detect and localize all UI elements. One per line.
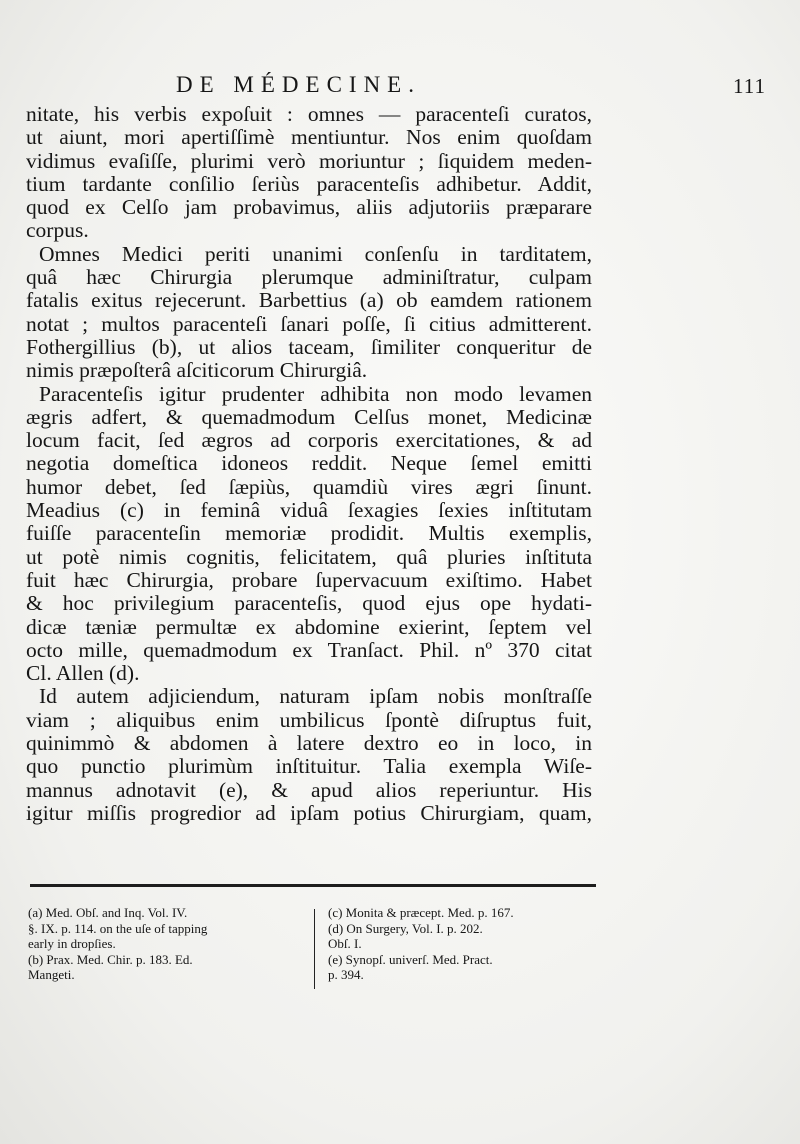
text-line: tium tardante conſilio ſeriùs paracenteſis adhibetur. Addit, — [26, 171, 592, 196]
footnote-line: early in dropſies. — [28, 936, 116, 951]
footnote-line: Mangeti. — [28, 967, 75, 982]
footnote-line: Obſ. I. — [328, 936, 362, 951]
footnote-line: p. 394. — [328, 967, 364, 982]
text-line: Paracenteſis igitur prudenter adhibita non modo levamen — [39, 381, 592, 406]
text-line: quod ex Celſo jam probavimus, aliis adjutoriis præparare — [26, 195, 592, 220]
text-line: ægris adfert, & quemadmodum Celſus monet, Medicinæ — [26, 404, 592, 429]
text-line: & hoc privilegium paracenteſis, quod ejus ope hydati- — [26, 591, 592, 616]
footnote-line: (d) On Surgery, Vol. I. p. 202. — [328, 920, 483, 936]
text-line: quâ hæc Chirurgia plerumque adminiſtratur, culpam — [26, 265, 592, 290]
footnote-separator-rule — [30, 884, 596, 887]
text-line: nitate, his verbis expoſuit : omnes — paracenteſi curatos, — [26, 102, 592, 126]
text-line: fuit hæc Chirurgia, probare ſupervacuum exiſtimo. Habet — [26, 567, 592, 592]
footnote-column-divider — [314, 909, 315, 989]
text-line: quinimmò & abdomen à latere dextro eo in loco, in — [26, 731, 592, 756]
footnote-line: (e) Synopſ. univerſ. Med. Pract. — [328, 951, 493, 967]
text-line: Fothergillius (b), ut alios taceam, ſimiliter conqueritur de — [26, 334, 592, 359]
text-line: Omnes Medici periti unanimi conſenſu in tarditatem, — [39, 241, 592, 266]
footnote-line: (b) Prax. Med. Chir. p. 183. Ed. — [28, 951, 193, 967]
text-line: Cl. Allen (d). — [26, 661, 140, 686]
text-line: locum facit, ſed ægros ad corporis exercitationes, & ad — [26, 428, 592, 453]
footnote-line: §. IX. p. 114. on the uſe of tapping — [28, 920, 208, 936]
text-line: ut aiunt, mori apertiſſimè mentiuntur. Nos enim quoſdam — [26, 125, 592, 150]
text-line: Id autem adjiciendum, naturam ipſam nobis monſtraſſe — [39, 684, 592, 709]
footnote-line: (c) Monita & præcept. Med. p. 167. — [328, 905, 514, 920]
text-line: fatalis exitus rejecerunt. Barbettius (a) ob eamdem rationem — [26, 288, 592, 313]
text-line: negotia domeſtica idoneos reddit. Neque ſemel emitti — [26, 451, 592, 476]
text-line: notat ; multos paracenteſi ſanari poſſe, ſi citius admitterent. — [26, 311, 592, 336]
footnote-line: (a) Med. Obſ. and Inq. Vol. IV. — [28, 905, 188, 920]
body-text — [26, 103, 592, 825]
footnotes-right-column — [328, 905, 594, 983]
text-line: Meadius (c) in feminâ viduâ ſexagies ſexies inſtitutam — [26, 498, 592, 523]
text-line: mannus adnotavit (e), & apud alios reperiuntur. His — [26, 777, 592, 802]
text-line: quo punctio plurimùm inſtituitur. Talia exempla Wiſe- — [26, 754, 592, 779]
text-line: octo mille, quemadmodum ex Tranſact. Phil. nº 370 citat — [26, 637, 592, 662]
footnotes-left-column — [28, 905, 298, 983]
text-line: nimis præpoſterâ aſciticorum Chirurgiâ. — [26, 358, 368, 383]
running-title: DE MÉDECINE. — [176, 72, 421, 97]
page-header — [120, 72, 766, 104]
text-line: corpus. — [26, 218, 89, 243]
text-line: viam ; aliquibus enim umbilicus ſpontè diſruptus fuit, — [26, 707, 592, 732]
text-line: vidimus evaſiſſe, plurimi verò moriuntur ; ſiquidem meden- — [26, 148, 592, 173]
page-number: 111 — [733, 74, 766, 98]
text-line: igitur miſſis progredior ad ipſam potius Chirurgiam, quam, — [26, 800, 592, 825]
text-line: ut potè nimis cognitis, felicitatem, quâ pluries inſtituta — [26, 544, 592, 569]
text-line: dicæ tæniæ permultæ ex abdomine exierint, ſeptem vel — [26, 614, 592, 639]
text-line: fuiſſe paracenteſin memoriæ prodidit. Multis exemplis, — [26, 521, 592, 546]
text-line: humor debet, ſed ſæpiùs, quamdiù vires ægri ſinunt. — [26, 474, 592, 499]
